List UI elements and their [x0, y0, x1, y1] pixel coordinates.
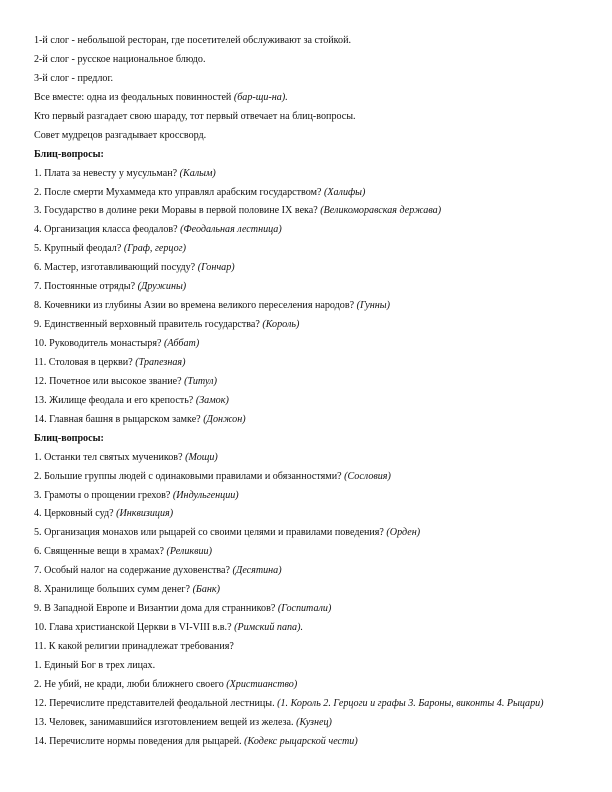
question-line: 6. Мастер, изготавливающий посуду? (Гончар)	[34, 262, 235, 274]
answer-text: (Калым)	[179, 167, 216, 179]
section-heading: Блиц-вопросы:	[34, 432, 104, 444]
section-heading: Блиц-вопросы:	[34, 148, 104, 160]
answer-text: (Сословия)	[344, 470, 391, 482]
question-line: 7. Особый налог на содержание духовенства? (Десятина)	[34, 565, 282, 577]
question-line: 12. Перечислите представителей феодальной лестницы. (1. Король 2. Герцоги и графы 3. Бароны, виконты 4. Рыцари)	[34, 697, 544, 709]
answer-text: (Донжон)	[203, 413, 246, 425]
intro-line: Кто первый разгадает свою шараду, тот первый отвечает на блиц-вопросы.	[34, 110, 356, 122]
answer-text: (бар-щи-на).	[233, 91, 288, 103]
answer-text: (Замок)	[195, 394, 229, 406]
question-line: 1. Плата за невесту у мусульман? (Калым)	[34, 167, 216, 179]
answer-text: (Гунны)	[356, 300, 390, 312]
answer-text: (Христианство)	[226, 678, 298, 690]
question-line: 2. Не убий, не кради, люби ближнего своего (Христианство)	[34, 678, 298, 690]
question-line: 1. Единый Бог в трех лицах.	[34, 659, 156, 671]
intro-line: 1-й слог - небольшой ресторан, где посетителей обслуживают за стойкой.	[34, 35, 352, 46]
intro-line: Все вместе: одна из феодальных повинностей (бар-щи-на).	[34, 91, 288, 103]
answer-text: (Граф, герцог)	[123, 243, 186, 255]
answer-text: (Кодекс рыцарской чести)	[244, 735, 358, 747]
answer-text: (Гончар)	[197, 262, 235, 274]
intro-line: Совет мудрецов разгадывает кроссворд.	[34, 129, 207, 141]
answer-text: (Трапезная)	[135, 356, 186, 368]
answer-text: (Банк)	[192, 584, 221, 596]
answer-text: (Дружины)	[137, 281, 187, 293]
answer-text: (Индульгенции)	[172, 489, 239, 501]
answer-text: (Кузнец)	[296, 716, 332, 728]
answer-text: (Реликвии)	[166, 546, 212, 558]
answer-text: (Халифы)	[323, 186, 366, 198]
question-line: 10. Глава христианской Церкви в VI-VIII в.в.? (Римский папа).	[34, 622, 303, 634]
question-line: 6. Священные вещи в храмах? (Реликвии)	[34, 546, 212, 558]
question-line: 4. Организация класса феодалов? (Феодальная лестница)	[34, 224, 282, 236]
question-line: 5. Организация монахов или рыцарей со своими целями и правилами поведения? (Орден)	[34, 527, 421, 539]
question-line: 3. Грамоты о прощении грехов? (Индульгенции)	[34, 489, 239, 501]
question-line: 8. Хранилище больших сумм денег? (Банк)	[34, 584, 221, 596]
answer-text: (Аббат)	[163, 338, 200, 349]
question-line: 13. Человек, занимавшийся изготовлением вещей из железа. (Кузнец)	[34, 716, 332, 728]
question-line: 9. В Западной Европе и Византии дома для странников? (Госпитали)	[34, 603, 332, 615]
question-line: 11. К какой религии принадлежат требования?	[34, 641, 234, 652]
question-line: 11. Столовая в церкви? (Трапезная)	[34, 356, 186, 368]
question-line: 4. Церковный суд? (Инквизиция)	[34, 508, 174, 520]
question-line: 3. Государство в долине реки Моравы в первой половине IX века? (Великоморавская держава)	[34, 205, 442, 217]
question-line: 8. Кочевники из глубины Азии во времена великого переселения народов? (Гунны)	[34, 300, 390, 312]
question-line: 14. Перечислите нормы поведения для рыцарей. (Кодекс рыцарской чести)	[34, 735, 358, 747]
blitz-section-2	[34, 432, 582, 748]
intro-line: 2-й слог - русское национальное блюдо.	[34, 53, 206, 65]
answer-text: (Орден)	[386, 527, 421, 539]
intro-line: 3-й слог - предлог.	[34, 72, 113, 84]
question-line: 9. Единственный верховный правитель государства? (Король)	[34, 319, 300, 331]
answer-text: (Феодальная лестница)	[180, 224, 282, 236]
answer-text: (Госпитали)	[277, 603, 332, 615]
answer-text: (Титул)	[184, 375, 217, 387]
question-line: 2. После смерти Мухаммеда кто управлял арабским государством? (Халифы)	[34, 186, 366, 198]
question-line: 12. Почетное или высокое звание? (Титул)	[34, 375, 217, 387]
question-line: 14. Главная башня в рыцарском замке? (Донжон)	[34, 413, 246, 425]
answer-text: (Великоморавская держава)	[320, 205, 442, 217]
question-line: 7. Постоянные отряды? (Дружины)	[34, 281, 187, 293]
question-line: 1. Останки тел святых мучеников? (Мощи)	[34, 451, 218, 463]
intro-block	[34, 34, 582, 142]
answer-text: (Римский папа).	[234, 622, 303, 634]
blitz-section-1	[34, 148, 582, 426]
answer-text: (Инквизиция)	[116, 508, 174, 520]
answer-text: (1. Король 2. Герцоги и графы 3. Бароны, виконты 4. Рыцари)	[277, 697, 544, 709]
answer-text: (Десятина)	[232, 565, 282, 577]
question-line: 5. Крупный феодал? (Граф, герцог)	[34, 243, 186, 255]
answer-text: (Король)	[262, 319, 300, 331]
answer-text: (Мощи)	[185, 451, 218, 463]
question-line: 2. Большие группы людей с одинаковыми правилами и обязанностями? (Сословия)	[34, 470, 391, 482]
question-line: 13. Жилище феодала и его крепость? (Замок)	[34, 394, 229, 406]
question-line: 10. Руководитель монастыря? (Аббат)	[34, 338, 200, 349]
